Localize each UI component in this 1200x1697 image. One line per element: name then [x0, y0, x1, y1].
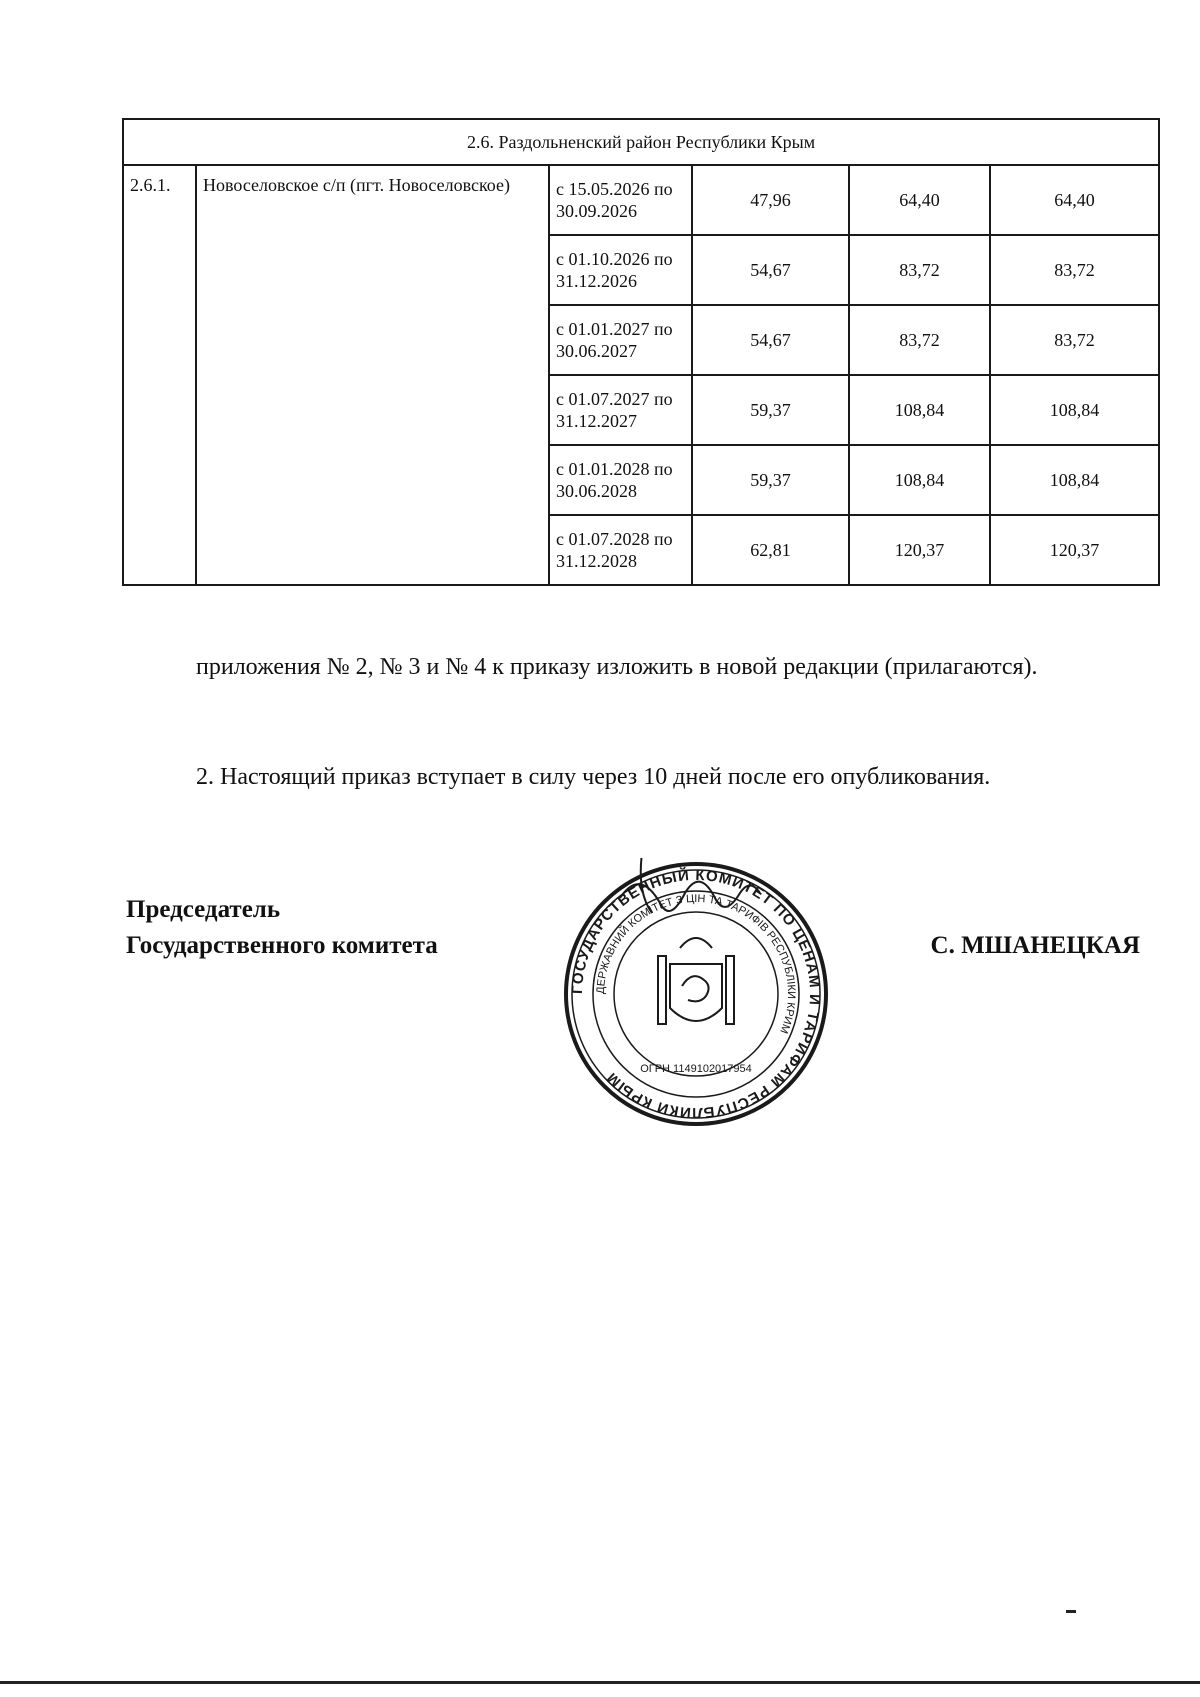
seal-inner-text: ДЕРЖАВНИЙ КОМІТЕТ З ЦІН ТА ТАРИФІВ РЕСПУБЛІКИ КРИМ	[594, 892, 798, 1036]
settlement-name: Новоселовское с/п (пгт. Новоселовское)	[196, 165, 549, 585]
section-title: 2.6. Раздольненский район Республики Крым	[123, 119, 1159, 165]
tariff-table	[122, 118, 1160, 586]
tariff-value-v1: 47,96	[692, 165, 849, 235]
tariff-value-v2: 108,84	[849, 375, 990, 445]
period-cell: с 01.10.2026 по 31.12.2026	[549, 235, 692, 305]
position-line-2: Государственного комитета	[126, 932, 438, 959]
tariff-value-v3: 64,40	[990, 165, 1159, 235]
tariff-value-v2: 108,84	[849, 445, 990, 515]
period-cell: с 01.01.2027 по 30.06.2027	[549, 305, 692, 375]
tariff-value-v3: 120,37	[990, 515, 1159, 585]
tariff-value-v3: 83,72	[990, 235, 1159, 305]
seal-outer-text: ГОСУДАРСТВЕННЫЙ КОМИТЕТ ПО ЦЕНАМ И ТАРИФАМ РЕСПУБЛИКИ КРЫМ	[568, 866, 824, 1122]
position-line-1: Председатель	[126, 896, 281, 923]
tariff-value-v2: 83,72	[849, 305, 990, 375]
tariff-value-v1: 62,81	[692, 515, 849, 585]
bottom-rule	[0, 1681, 1200, 1684]
official-seal	[560, 858, 832, 1130]
period-cell: с 01.07.2028 по 31.12.2028	[549, 515, 692, 585]
tariff-value-v1: 59,37	[692, 375, 849, 445]
tariff-row	[123, 165, 1159, 235]
period-cell: с 01.07.2027 по 31.12.2027	[549, 375, 692, 445]
signatory-position	[126, 892, 438, 964]
signatory-name: С. МШАНЕЦКАЯ	[930, 932, 1140, 959]
tariff-value-v3: 108,84	[990, 375, 1159, 445]
coat-of-arms-icon	[658, 938, 734, 1024]
tariff-value-v3: 83,72	[990, 305, 1159, 375]
tariff-value-v1: 54,67	[692, 235, 849, 305]
section-row	[123, 119, 1159, 165]
tariff-value-v3: 108,84	[990, 445, 1159, 515]
tariff-value-v1: 59,37	[692, 445, 849, 515]
row-number: 2.6.1.	[123, 165, 196, 585]
tariff-value-v2: 64,40	[849, 165, 990, 235]
period-cell: с 01.01.2028 по 30.06.2028	[549, 445, 692, 515]
tariff-value-v1: 54,67	[692, 305, 849, 375]
paragraph-appendices: приложения № 2, № 3 и № 4 к приказу изложить в новой редакции (прилагаются).	[196, 654, 1038, 680]
paragraph-effective-date: 2. Настоящий приказ вступает в силу через 10 дней после его опубликования.	[196, 764, 991, 790]
tariff-value-v2: 83,72	[849, 235, 990, 305]
tariff-value-v2: 120,37	[849, 515, 990, 585]
period-cell: с 15.05.2026 по 30.09.2026	[549, 165, 692, 235]
seal-ogrn: ОГРН 1149102017954	[640, 1063, 752, 1075]
dash-mark	[1066, 1610, 1076, 1613]
